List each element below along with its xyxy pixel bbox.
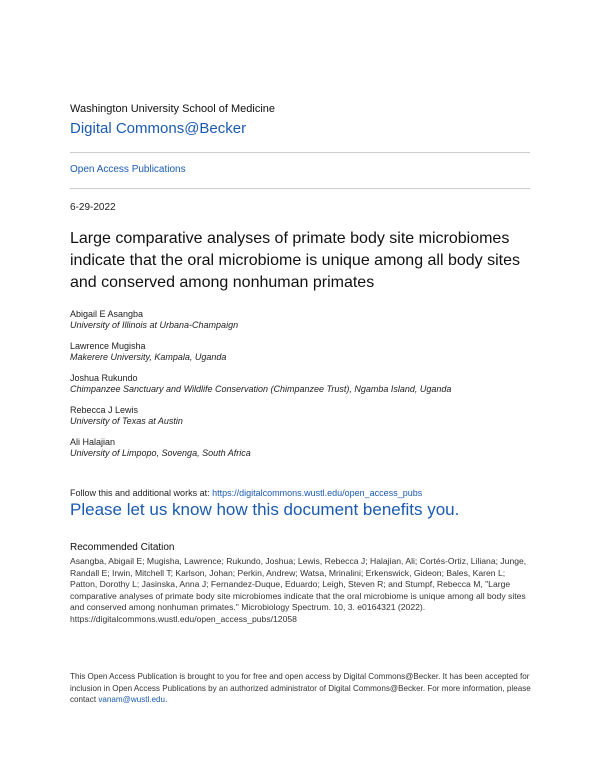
author-list (70, 309, 540, 469)
citation-text: Asangba, Abigail E; Mugisha, Lawrence; Rukundo, Joshua; Lewis, Rebecca J; Halajian, Ali; Cortés-Ortiz, Liliana; Junge, Randall E; Irwin, Mitchell T; Karlson, Johan; Perkin, Andrew; Watsa, Mrinalini; Erkenswick, Gideon; Bales, Karen L; Patton, Dorothy L; Jasinska, Anna J; Fernandez-Duque, Eduardo; Leigh, Steven R; and Stumpf, Rebecca M, "Large comparative analyses of primate body site microbiomes indicate that the oral microbiome is unique among all body sites and conserved among nonhuman primates." Microbiology Spectrum. 10, 3. e0164321 (2022). (70, 556, 527, 612)
author-affiliation: Makerere University, Kampala, Uganda (70, 352, 227, 362)
author-name: Joshua Rukundo (70, 373, 138, 383)
author-name: Abigail E Asangba (70, 309, 144, 319)
feedback-link[interactable]: Please let us know how this document benefits you. (70, 500, 460, 519)
access-note (70, 671, 535, 706)
author-name: Ali Halajian (70, 437, 116, 447)
article-title: Large comparative analyses of primate body site microbiomes indicate that the oral microbiome is unique among all body sites and conserved among nonhuman primates (70, 230, 521, 291)
author-name: Rebecca J Lewis (70, 405, 139, 415)
access-note-end: . (165, 695, 168, 704)
contact-email-link[interactable]: vanam@wustl.edu (98, 695, 166, 704)
citation-block (70, 556, 532, 625)
publication-date: 6-29-2022 (70, 202, 116, 213)
author-entry (70, 341, 540, 373)
citation-url: https://digitalcommons.wustl.edu/open_access_pubs/12058 (70, 613, 297, 624)
author-affiliation: University of Texas at Austin (70, 416, 183, 426)
access-note-text: This Open Access Publication is brought to you for free and open access by Digital Commons@Becker. It has been accepted for inclusion in Open Access Publications by an authorized administrator of Digital Commons@Becker. For more information, please contact (70, 672, 531, 704)
divider (70, 188, 530, 189)
collection-link[interactable]: Open Access Publications (70, 164, 186, 175)
author-entry (70, 437, 540, 469)
follow-label: Follow this and additional works at: (70, 488, 210, 498)
institution-name: Washington University School of Medicine (70, 103, 276, 115)
author-name: Lawrence Mugisha (70, 341, 146, 351)
author-affiliation: University of Limpopo, Sovenga, South Africa (70, 448, 251, 458)
divider (70, 152, 530, 153)
citation-heading: Recommended Citation (70, 542, 175, 553)
author-entry (70, 405, 540, 437)
author-affiliation: Chimpanzee Sanctuary and Wildlife Conservation (Chimpanzee Trust), Ngamba Island, Uganda (70, 384, 452, 394)
author-entry (70, 309, 540, 341)
follow-url-link[interactable]: https://digitalcommons.wustl.edu/open_access_pubs (212, 488, 423, 498)
follow-line (70, 488, 540, 498)
repository-link[interactable]: Digital Commons@Becker (70, 120, 247, 137)
author-entry (70, 373, 540, 405)
author-affiliation: University of Illinois at Urbana-Champaign (70, 320, 239, 330)
